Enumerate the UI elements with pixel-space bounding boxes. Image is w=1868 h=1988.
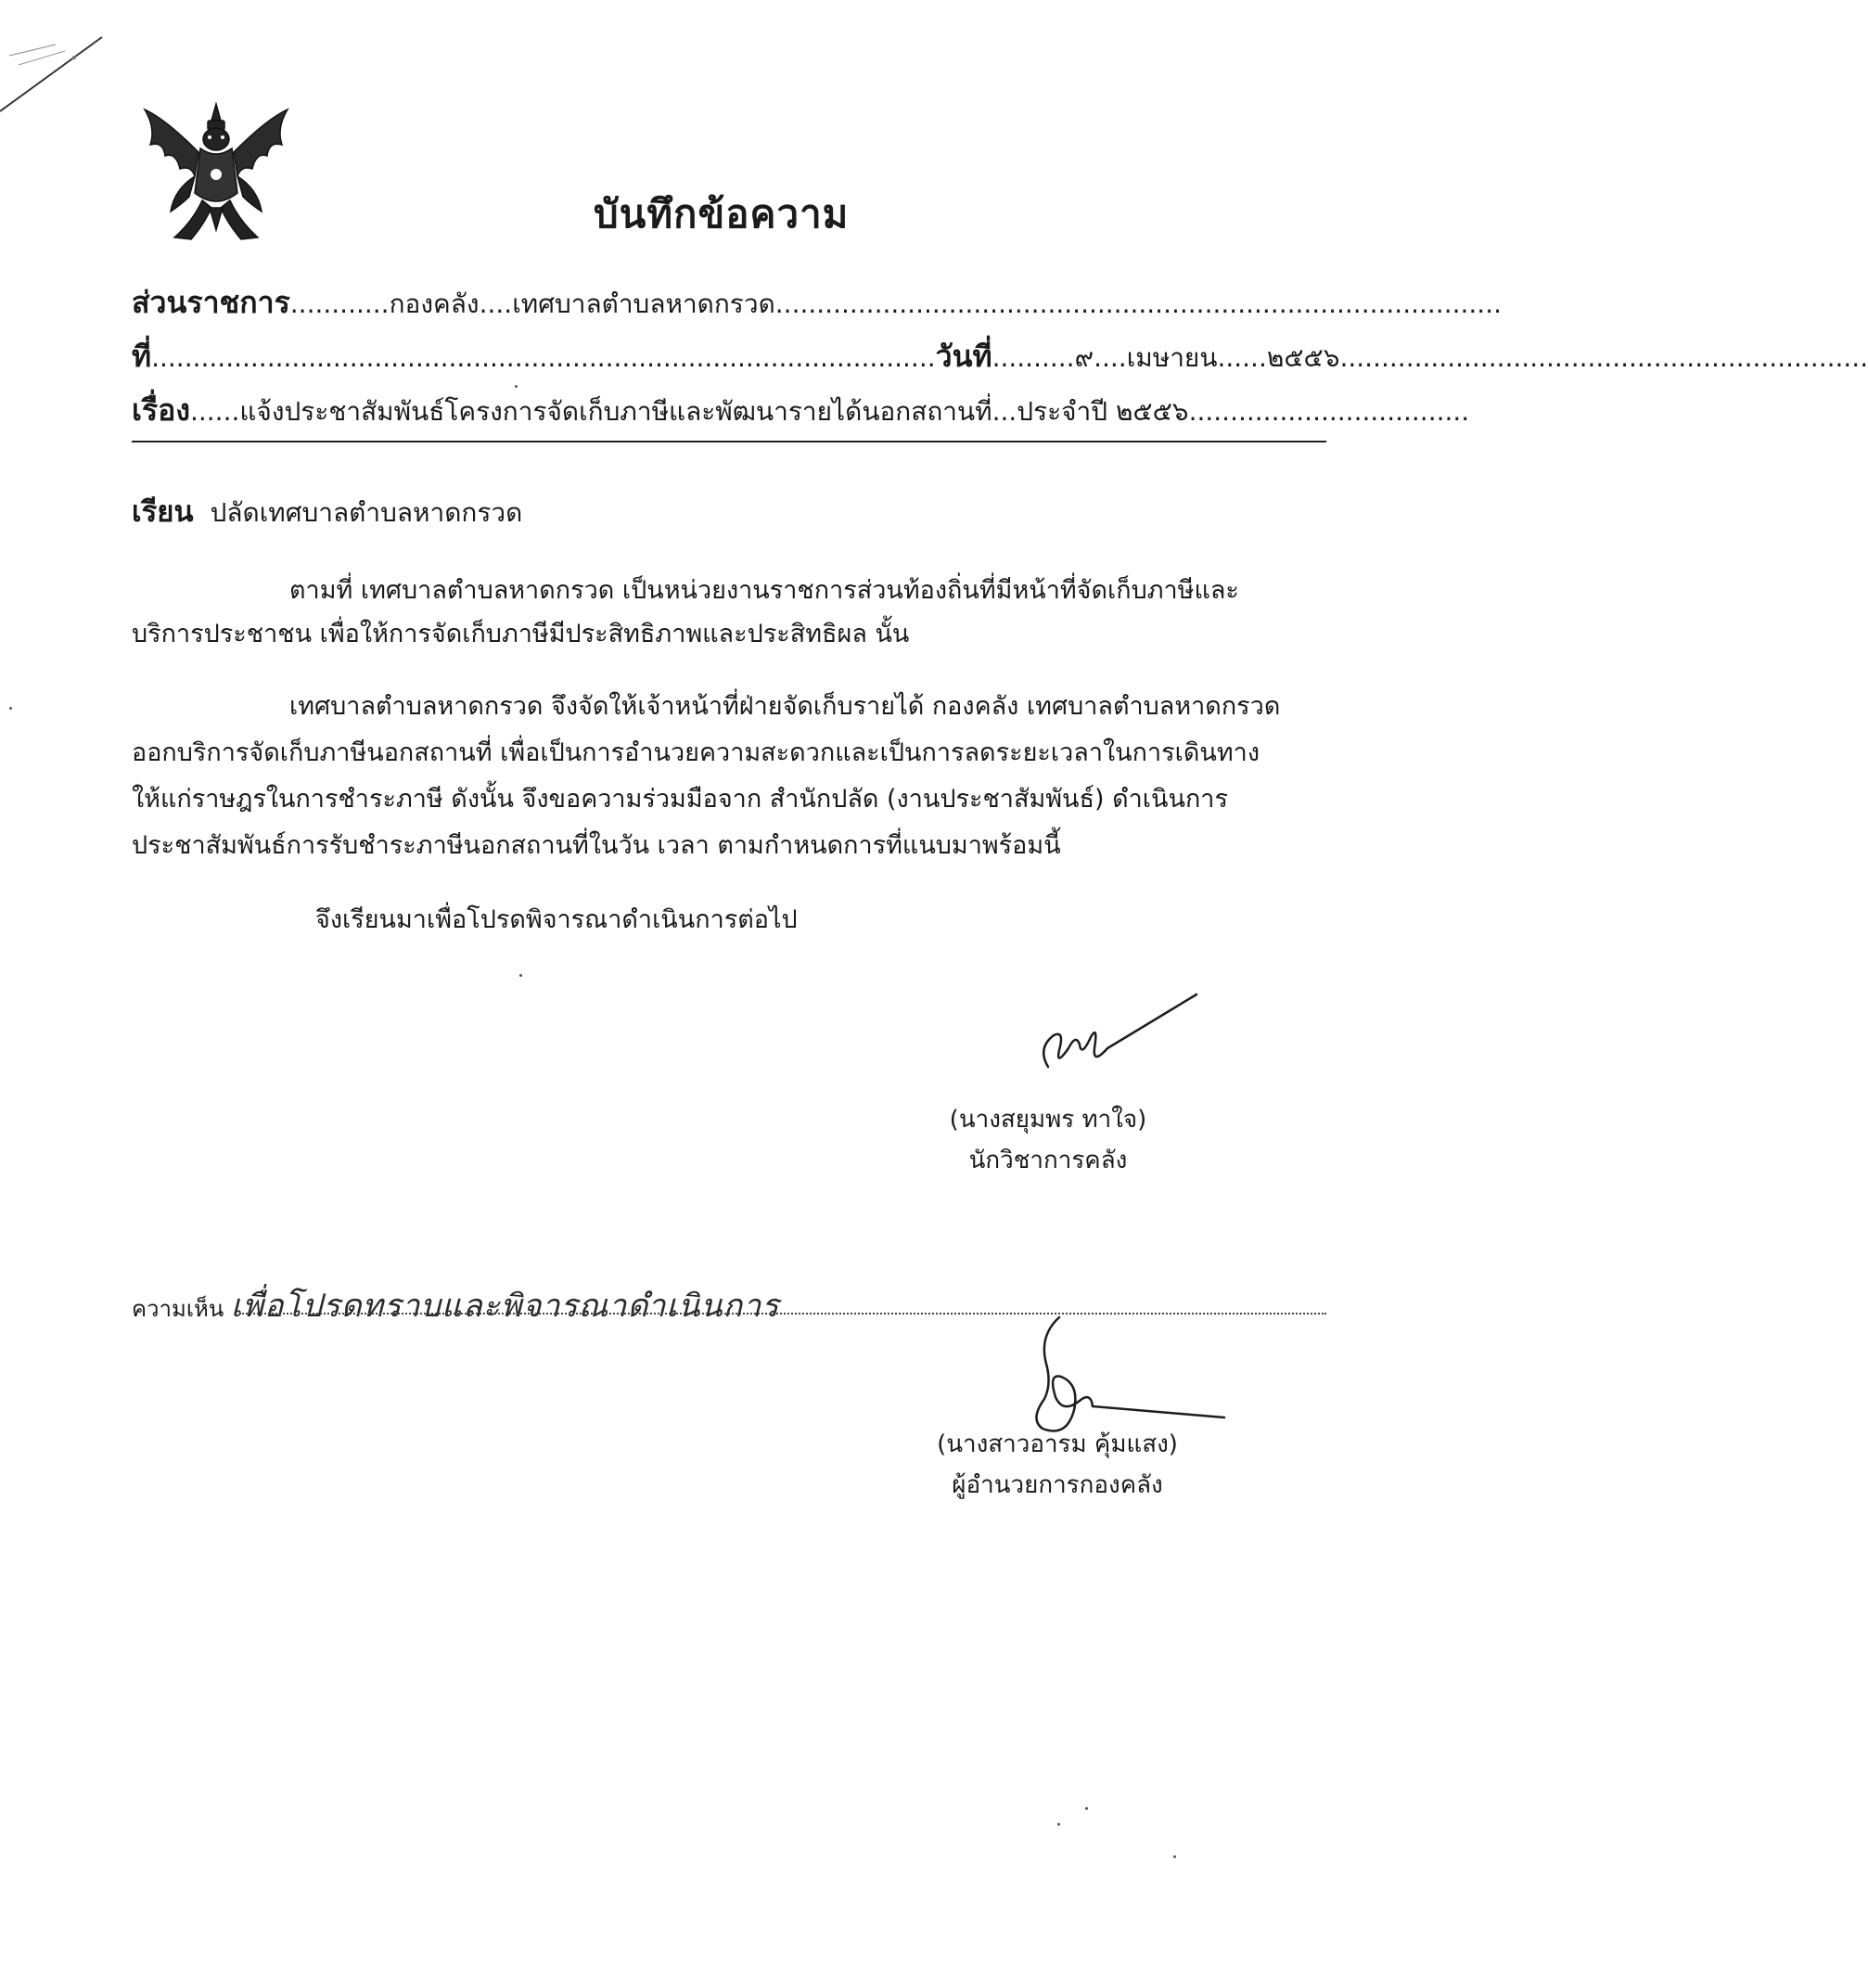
- para2-line-1: เทศบาลตำบลหาดกรวด จึงจัดให้เจ้าหน้าที่ฝ่ายจัดเก็บรายได้ กองคลัง เทศบาลตำบลหาดกรวด: [289, 692, 1281, 721]
- para2-line-2: ออกบริการจัดเก็บภาษีนอกสถานที่ เพื่อเป็นการอำนวยความสะดวกและเป็นการลดระยะเวลาในการเดินทาง: [132, 738, 1260, 767]
- subject-row: เรื่อง......แจ้งประชาสัมพันธ์โครงการจัดเก็บภาษีและพัฒนารายได้นอกสถานที่...ประจำปี ๒๕๕๖..................................: [132, 392, 1470, 428]
- subject-label: เรื่อง: [132, 392, 190, 428]
- salutation: [132, 492, 522, 533]
- scan-speck: [1173, 1855, 1176, 1858]
- salutation-recipient: ปลัดเทศบาลตำบลหาดกรวด: [210, 497, 523, 528]
- opinion-handwritten: เพื่อโปรดทราบและพิจารณาดำเนินการ: [230, 1288, 780, 1325]
- scan-speck: [519, 974, 522, 977]
- scan-corner-mark: [0, 0, 130, 130]
- agency-label: ส่วนราชการ: [132, 285, 290, 320]
- para1-line-1: ตามที่ เทศบาลตำบลหาดกรวด เป็นหน่วยงานราชการส่วนท้องถิ่นที่มีหน้าที่จัดเก็บภาษีและ: [289, 576, 1239, 605]
- signer1-name: (นางสยุมพร ทาใจ): [949, 1106, 1147, 1134]
- ref-label: ที่: [132, 339, 152, 374]
- ref-date-row: ที่...............................................................................................วันที่..........๙....เมษายน......๒๕๕๖................................................................: [132, 339, 1868, 374]
- scan-speck: [1085, 1807, 1088, 1810]
- signer2-block: [890, 1424, 1224, 1506]
- signer1-position: นักวิชาการคลัง: [968, 1147, 1128, 1174]
- subject-value: แจ้งประชาสัมพันธ์โครงการจัดเก็บภาษีและพัฒนารายได้นอกสถานที่...ประจำปี ๒๕๕๖: [239, 396, 1189, 427]
- signer1-block: [928, 1099, 1169, 1181]
- signer2-position: ผู้อำนวยการกองคลัง: [952, 1471, 1163, 1499]
- scan-speck: [9, 707, 12, 710]
- closing-line: จึงเรียนมาเพื่อโปรดพิจารณาดำเนินการต่อไป: [315, 905, 798, 934]
- header-divider: [132, 441, 1326, 442]
- para1-line-2: บริการประชาชน เพื่อให้การจัดเก็บภาษีมีประสิทธิภาพและประสิทธิผล นั้น: [132, 620, 910, 648]
- signer2-name: (นางสาวอารม คุ้มแสง): [937, 1430, 1178, 1458]
- signature-2: [1002, 1299, 1243, 1438]
- date-value: ๙....เมษายน......๒๕๕๖: [1074, 342, 1340, 373]
- memo-title: บันทึกข้อความ: [594, 191, 850, 237]
- scan-speck: [515, 385, 518, 388]
- garuda-emblem-icon: [137, 100, 295, 249]
- para2-line-4: ประชาสัมพันธ์การรับชำระภาษีนอกสถานที่ในวัน เวลา ตามกำหนดการที่แนบมาพร้อมนี้: [132, 831, 1061, 860]
- opinion-label: ความเห็น: [132, 1296, 224, 1322]
- agency-value: กองคลัง....เทศบาลตำบลหาดกรวด: [389, 289, 775, 319]
- scan-speck: [1057, 1823, 1060, 1826]
- signature-1: [1011, 983, 1215, 1085]
- agency-row: ส่วนราชการ............กองคลัง....เทศบาลตำบลหาดกรวด........................................................................................: [132, 285, 1502, 320]
- date-label: วันที่: [935, 339, 992, 374]
- para2-line-3: ให้แก่ราษฎรในการชำระภาษี ดังนั้น จึงขอความร่วมมือจาก สำนักปลัด (งานประชาสัมพันธ์) ดำเนินการ: [132, 785, 1228, 814]
- opinion-row: [132, 1280, 779, 1330]
- salutation-label: เรียน: [132, 495, 194, 529]
